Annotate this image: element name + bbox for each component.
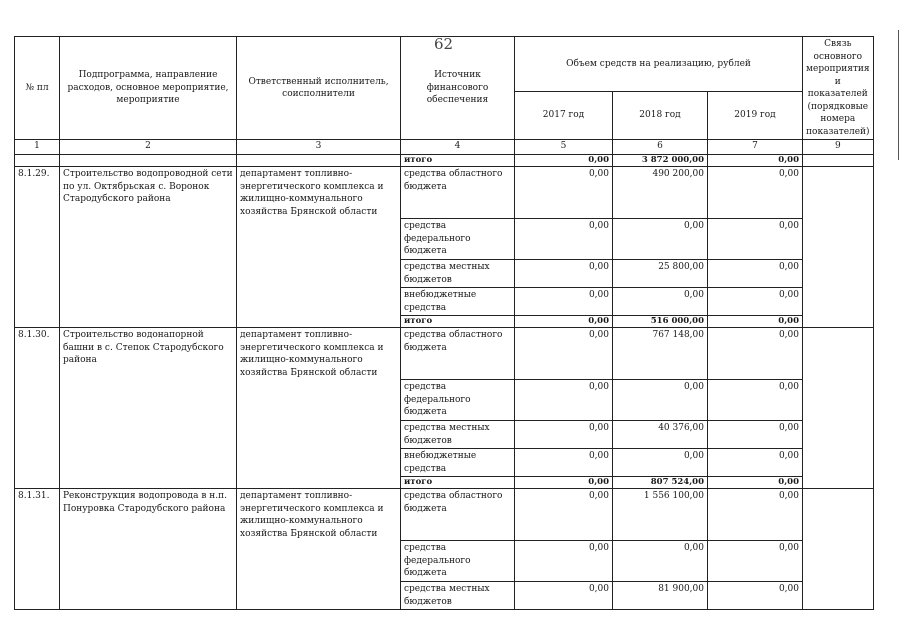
value-2019: 0,00 (708, 582, 803, 610)
header-program: Подпрограмма, направление расходов, основное мероприятие, мероприятие (60, 37, 237, 140)
value-2017: 0,00 (515, 260, 613, 288)
value-2018: 0,00 (613, 449, 708, 477)
section-name: Строительство водонапорной башни в с. Степок Стародубского района (60, 328, 237, 489)
column-number: 2 (60, 140, 237, 155)
value-2018: 0,00 (613, 541, 708, 582)
value-2019: 0,00 (708, 380, 803, 421)
table-row (15, 489, 874, 541)
source-label: средства областного бюджета (401, 167, 515, 219)
header-year-2018: 2018 год (613, 91, 708, 139)
link-cell (803, 328, 874, 489)
section-name: Реконструкция водопровода в н.п. Понуровка Стародубского района (60, 489, 237, 610)
section-executor: департамент топливно-энергетического комплекса и жилищно-коммунального хозяйства Брянской области (237, 328, 401, 489)
value-2018: 0,00 (613, 380, 708, 421)
scan-edge-line (898, 30, 899, 160)
value-2017: 0,00 (515, 288, 613, 316)
total-2018: 516 000,00 (613, 316, 708, 328)
source-label: средства федерального бюджета (401, 541, 515, 582)
total-2017: 0,00 (515, 316, 613, 328)
value-2019: 0,00 (708, 328, 803, 380)
column-number: 1 (15, 140, 60, 155)
value-2017: 0,00 (515, 541, 613, 582)
value-2019: 0,00 (708, 288, 803, 316)
value-2018: 1 556 100,00 (613, 489, 708, 541)
column-number: 9 (803, 140, 874, 155)
value-2017: 0,00 (515, 167, 613, 219)
total-2017: 0,00 (515, 477, 613, 489)
table-row (15, 328, 874, 380)
source-label: внебюджетные средства (401, 449, 515, 477)
total-2018: 3 872 000,00 (613, 155, 708, 167)
value-2018: 81 900,00 (613, 582, 708, 610)
top-total-row (15, 155, 874, 167)
header-executor: Ответственный исполнитель, соисполнители (237, 37, 401, 140)
section-executor: департамент топливно-энергетического комплекса и жилищно-коммунального хозяйства Брянской области (237, 489, 401, 610)
value-2017: 0,00 (515, 449, 613, 477)
column-number: 5 (515, 140, 613, 155)
header-link: Связь основного мероприятия и показателей (порядковые номера показателей) (803, 37, 874, 140)
column-number: 6 (613, 140, 708, 155)
total-2019: 0,00 (708, 316, 803, 328)
source-label: средства местных бюджетов (401, 421, 515, 449)
table-row (15, 167, 874, 219)
section-number: 8.1.30. (15, 328, 60, 489)
section-number: 8.1.29. (15, 167, 60, 328)
source-label: средства областного бюджета (401, 489, 515, 541)
value-2019: 0,00 (708, 449, 803, 477)
section-name: Строительство водопроводной сети по ул. Октябрьская с. Воронок Стародубского района (60, 167, 237, 328)
total-label: итого (401, 477, 515, 489)
source-label: внебюджетные средства (401, 288, 515, 316)
value-2017: 0,00 (515, 489, 613, 541)
header-no: № пл (15, 37, 60, 140)
column-number: 7 (708, 140, 803, 155)
section-executor: департамент топливно-энергетического комплекса и жилищно-коммунального хозяйства Брянской области (237, 167, 401, 328)
total-label: итого (401, 155, 515, 167)
header-source: Источник финансового обеспечения (401, 37, 515, 140)
value-2019: 0,00 (708, 260, 803, 288)
total-label: итого (401, 316, 515, 328)
source-label: средства местных бюджетов (401, 260, 515, 288)
value-2018: 0,00 (613, 288, 708, 316)
budget-table (14, 36, 874, 610)
section-number: 8.1.31. (15, 489, 60, 610)
value-2019: 0,00 (708, 219, 803, 260)
value-2017: 0,00 (515, 421, 613, 449)
column-number-row (15, 140, 874, 155)
header-volume: Объем средств на реализацию, рублей (515, 37, 803, 92)
source-label: средства федерального бюджета (401, 380, 515, 421)
value-2017: 0,00 (515, 380, 613, 421)
page-number: 62 (434, 35, 454, 53)
source-label: средства федерального бюджета (401, 219, 515, 260)
value-2019: 0,00 (708, 167, 803, 219)
source-label: средства областного бюджета (401, 328, 515, 380)
value-2018: 0,00 (613, 219, 708, 260)
value-2019: 0,00 (708, 541, 803, 582)
value-2018: 490 200,00 (613, 167, 708, 219)
source-label: средства местных бюджетов (401, 582, 515, 610)
value-2019: 0,00 (708, 421, 803, 449)
value-2017: 0,00 (515, 219, 613, 260)
header-year-2019: 2019 год (708, 91, 803, 139)
column-number: 4 (401, 140, 515, 155)
total-2019: 0,00 (708, 155, 803, 167)
link-cell (803, 167, 874, 328)
total-2018: 807 524,00 (613, 477, 708, 489)
value-2017: 0,00 (515, 582, 613, 610)
value-2018: 40 376,00 (613, 421, 708, 449)
value-2017: 0,00 (515, 328, 613, 380)
value-2018: 25 800,00 (613, 260, 708, 288)
total-2019: 0,00 (708, 477, 803, 489)
value-2019: 0,00 (708, 489, 803, 541)
column-number: 3 (237, 140, 401, 155)
header-year-2017: 2017 год (515, 91, 613, 139)
value-2018: 767 148,00 (613, 328, 708, 380)
link-cell (803, 489, 874, 610)
total-2017: 0,00 (515, 155, 613, 167)
